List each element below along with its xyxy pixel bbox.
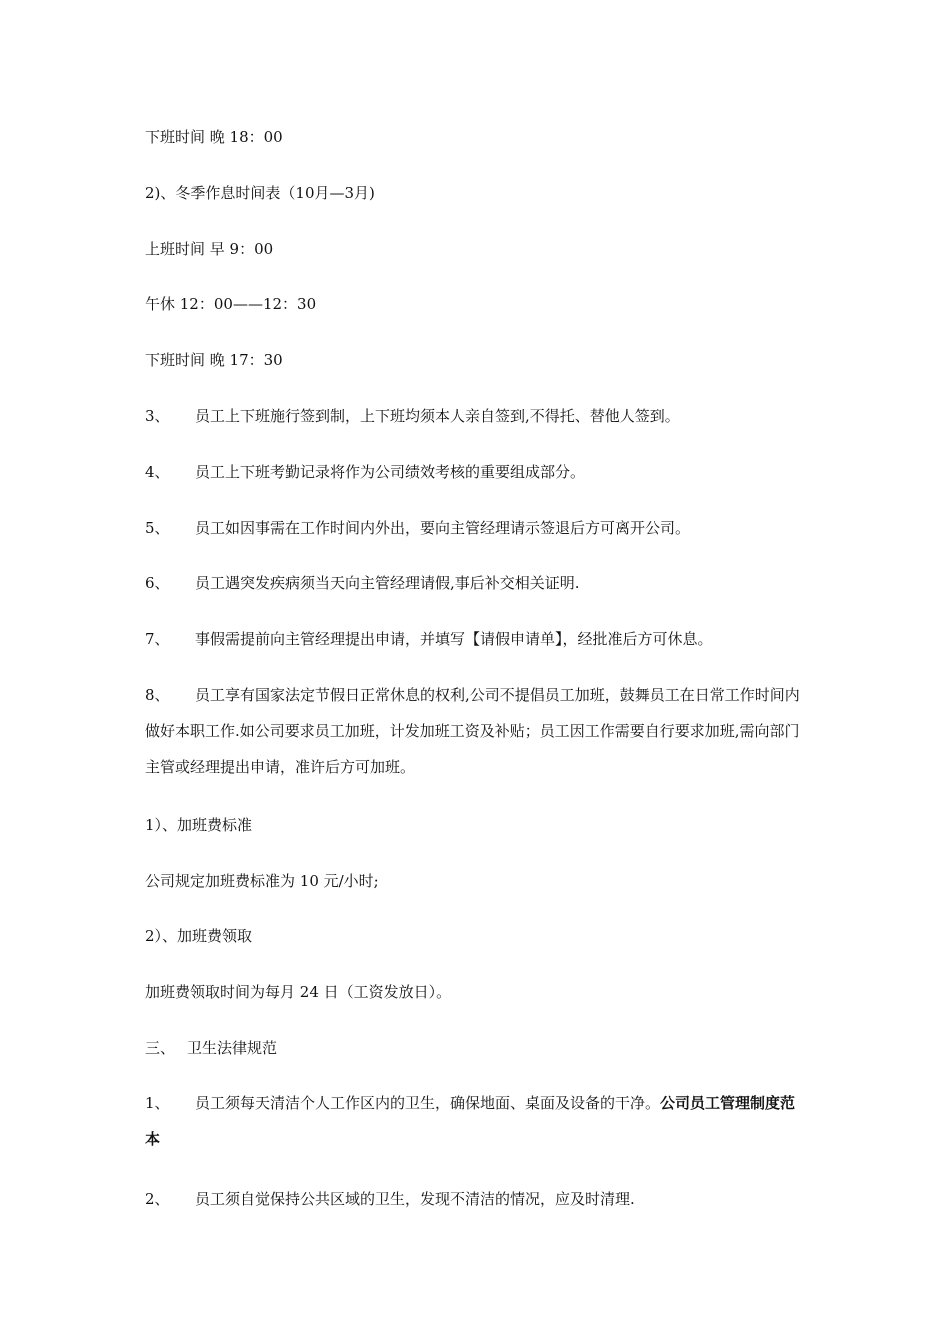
item-number: 3、 <box>145 407 170 425</box>
rule-item-3 <box>145 406 680 426</box>
on-time-winter: 上班时间 早 9：00 <box>145 240 274 258</box>
item-number: 2、 <box>145 1190 170 1208</box>
item-text: 事假需提前向主管经理提出申请，并填写【请假申请单】，经批准后方可休息。 <box>195 630 713 648</box>
rule-item-8 <box>145 677 810 785</box>
off-time-summer: 下班时间 晚 18：00 <box>145 128 283 146</box>
section-number: 三、 <box>145 1039 176 1057</box>
item-text: 员工上下班考勤记录将作为公司绩效考核的重要组成部分。 <box>195 463 586 481</box>
rule-item-5 <box>145 518 690 538</box>
hygiene-item-2 <box>145 1189 635 1209</box>
section-heading <box>145 1038 277 1058</box>
off-time-winter: 下班时间 晚 17：30 <box>145 351 283 369</box>
rule-item-7 <box>145 629 713 649</box>
item-text: 员工上下班施行签到制，上下班均须本人亲自签到,不得托、替他人签到。 <box>195 407 680 425</box>
item-text: 员工享有国家法定节假日正常休息的权利,公司不提倡员工加班，鼓舞员工在日常工作时间内做好本职工作.如公司要求员工加班，计发加班工资及补贴；员工因工作需要自行要求加班,需向部门主管或经理提出申请，准许后方可加班。 <box>145 686 800 776</box>
hygiene-item-1 <box>145 1085 810 1157</box>
overtime-collect-title: 2）、加班费领取 <box>145 927 253 945</box>
section-title: 卫生法律规范 <box>187 1039 278 1057</box>
rule-item-4 <box>145 462 585 482</box>
rule-item-6 <box>145 573 580 593</box>
item-number: 7、 <box>145 630 170 648</box>
item-number: 4、 <box>145 463 170 481</box>
item-text: 员工须每天清洁个人工作区内的卫生，确保地面、桌面及设备的干净。 <box>195 1094 661 1112</box>
lunch-time-winter: 午休 12：00——12：30 <box>145 295 317 313</box>
overtime-standard-title: 1）、加班费标准 <box>145 816 253 834</box>
winter-schedule-title: 2)、冬季作息时间表（10月—3月) <box>145 184 375 202</box>
item-text: 员工如因事需在工作时间内外出，要向主管经理请示签退后方可离开公司。 <box>195 519 691 537</box>
item-number: 5、 <box>145 519 170 537</box>
item-text: 员工须自觉保持公共区域的卫生，发现不清洁的情况，应及时清理. <box>195 1190 635 1208</box>
overtime-standard-text: 公司规定加班费标准为 10 元/小时; <box>145 872 379 890</box>
overtime-collect-text: 加班费领取时间为每月 24 日（工资发放日）。 <box>145 983 452 1001</box>
item-number: 8、 <box>145 686 170 704</box>
bold-inline-title: 公司员工管理制度范本 <box>145 1094 796 1148</box>
item-number: 6、 <box>145 574 170 592</box>
item-text: 员工遇突发疾病须当天向主管经理请假,事后补交相关证明. <box>195 574 580 592</box>
item-number: 1、 <box>145 1094 170 1112</box>
